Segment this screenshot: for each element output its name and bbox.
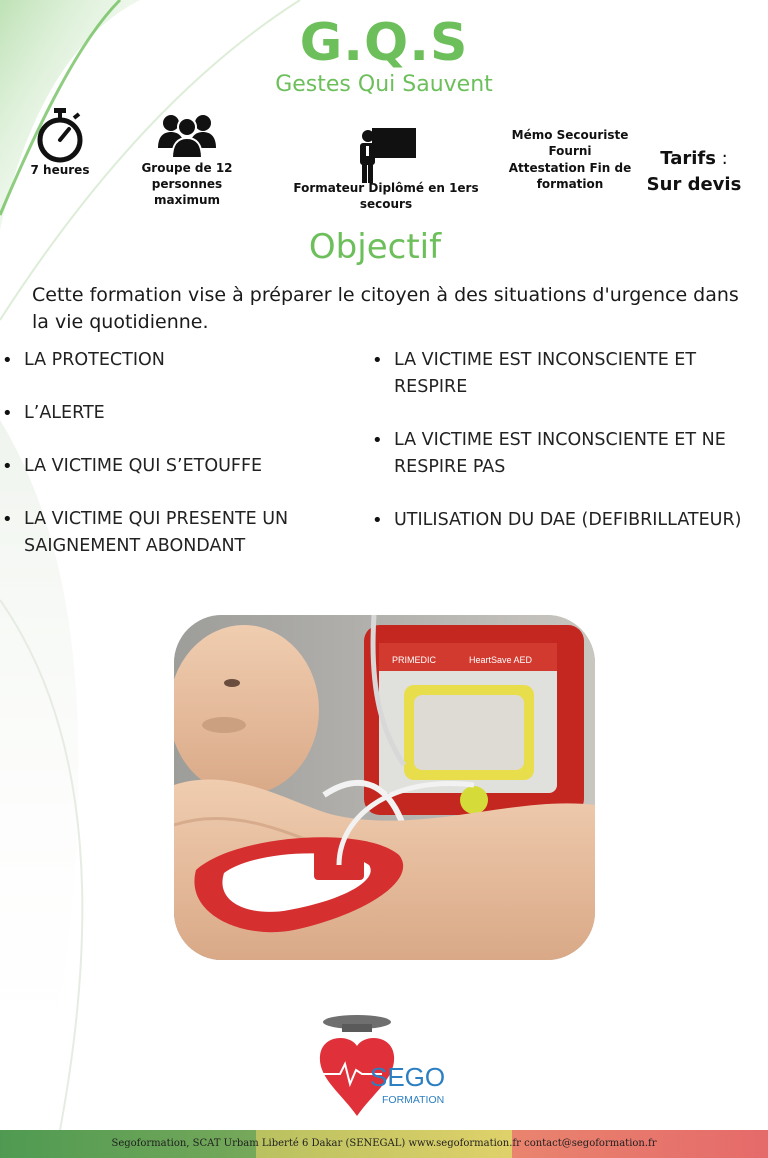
- topics-left-list: [2, 347, 342, 586]
- page-title: G.Q.S: [299, 13, 469, 73]
- aed-brand-text: PRIMEDIC: [392, 655, 437, 665]
- stopwatch-icon: [34, 108, 86, 164]
- list-item: • LA VICTIME QUI PRESENTE UN SAIGNEMENT ABONDANT: [2, 506, 342, 560]
- trainer-icon: [356, 126, 418, 184]
- group-size-label: Groupe de 12 personnes maximum: [141, 161, 233, 207]
- logo-name: SEGO: [370, 1062, 446, 1092]
- list-item: • UTILISATION DU DAE (DEFIBRILLATEUR): [372, 507, 764, 534]
- group-icon: [158, 112, 216, 158]
- logo-tagline: FORMATION: [382, 1094, 445, 1106]
- list-item: • LA VICTIME EST INCONSCIENTE ET RESPIRE: [372, 347, 764, 401]
- list-item: • LA VICTIME QUI S’ETOUFFE: [2, 453, 342, 480]
- aed-model-text: HeartSave AED: [469, 655, 533, 665]
- duration-label: 7 heures: [30, 163, 90, 177]
- tarifs-label: Tarifs: [660, 148, 716, 169]
- memo-label: Mémo Secouriste Fourni: [511, 128, 629, 158]
- aed-training-illustration: [174, 615, 595, 960]
- tarifs-colon: :: [715, 148, 728, 169]
- sego-formation-logo: [312, 1012, 462, 1120]
- list-item: • L’ALERTE: [2, 400, 342, 427]
- objectif-intro: Cette formation vise à préparer le citoyen à des situations d'urgence dans la vie quotidienne.: [32, 284, 739, 333]
- list-item: • LA VICTIME EST INCONSCIENTE ET NE RESPIRE PAS: [372, 427, 764, 481]
- training-photo: [174, 615, 595, 960]
- objectif-title: Objectif: [308, 227, 442, 267]
- page-subtitle: Gestes Qui Sauvent: [275, 72, 493, 97]
- manikin-head: [174, 625, 319, 795]
- pricing-block: [644, 146, 744, 198]
- tarifs-value: Sur devis: [646, 174, 742, 195]
- topics-right-list: [372, 347, 764, 560]
- trainer-label: Formateur Diplômé en 1ers secours: [293, 181, 479, 211]
- attestation-label: Attestation Fin de formation: [508, 161, 632, 191]
- footer-contact-text: Segoformation, SCAT Urbam Liberté 6 Dakar (SENEGAL) www.segoformation.fr contact@segoformation.fr: [111, 1138, 657, 1149]
- list-item: • LA PROTECTION: [2, 347, 342, 374]
